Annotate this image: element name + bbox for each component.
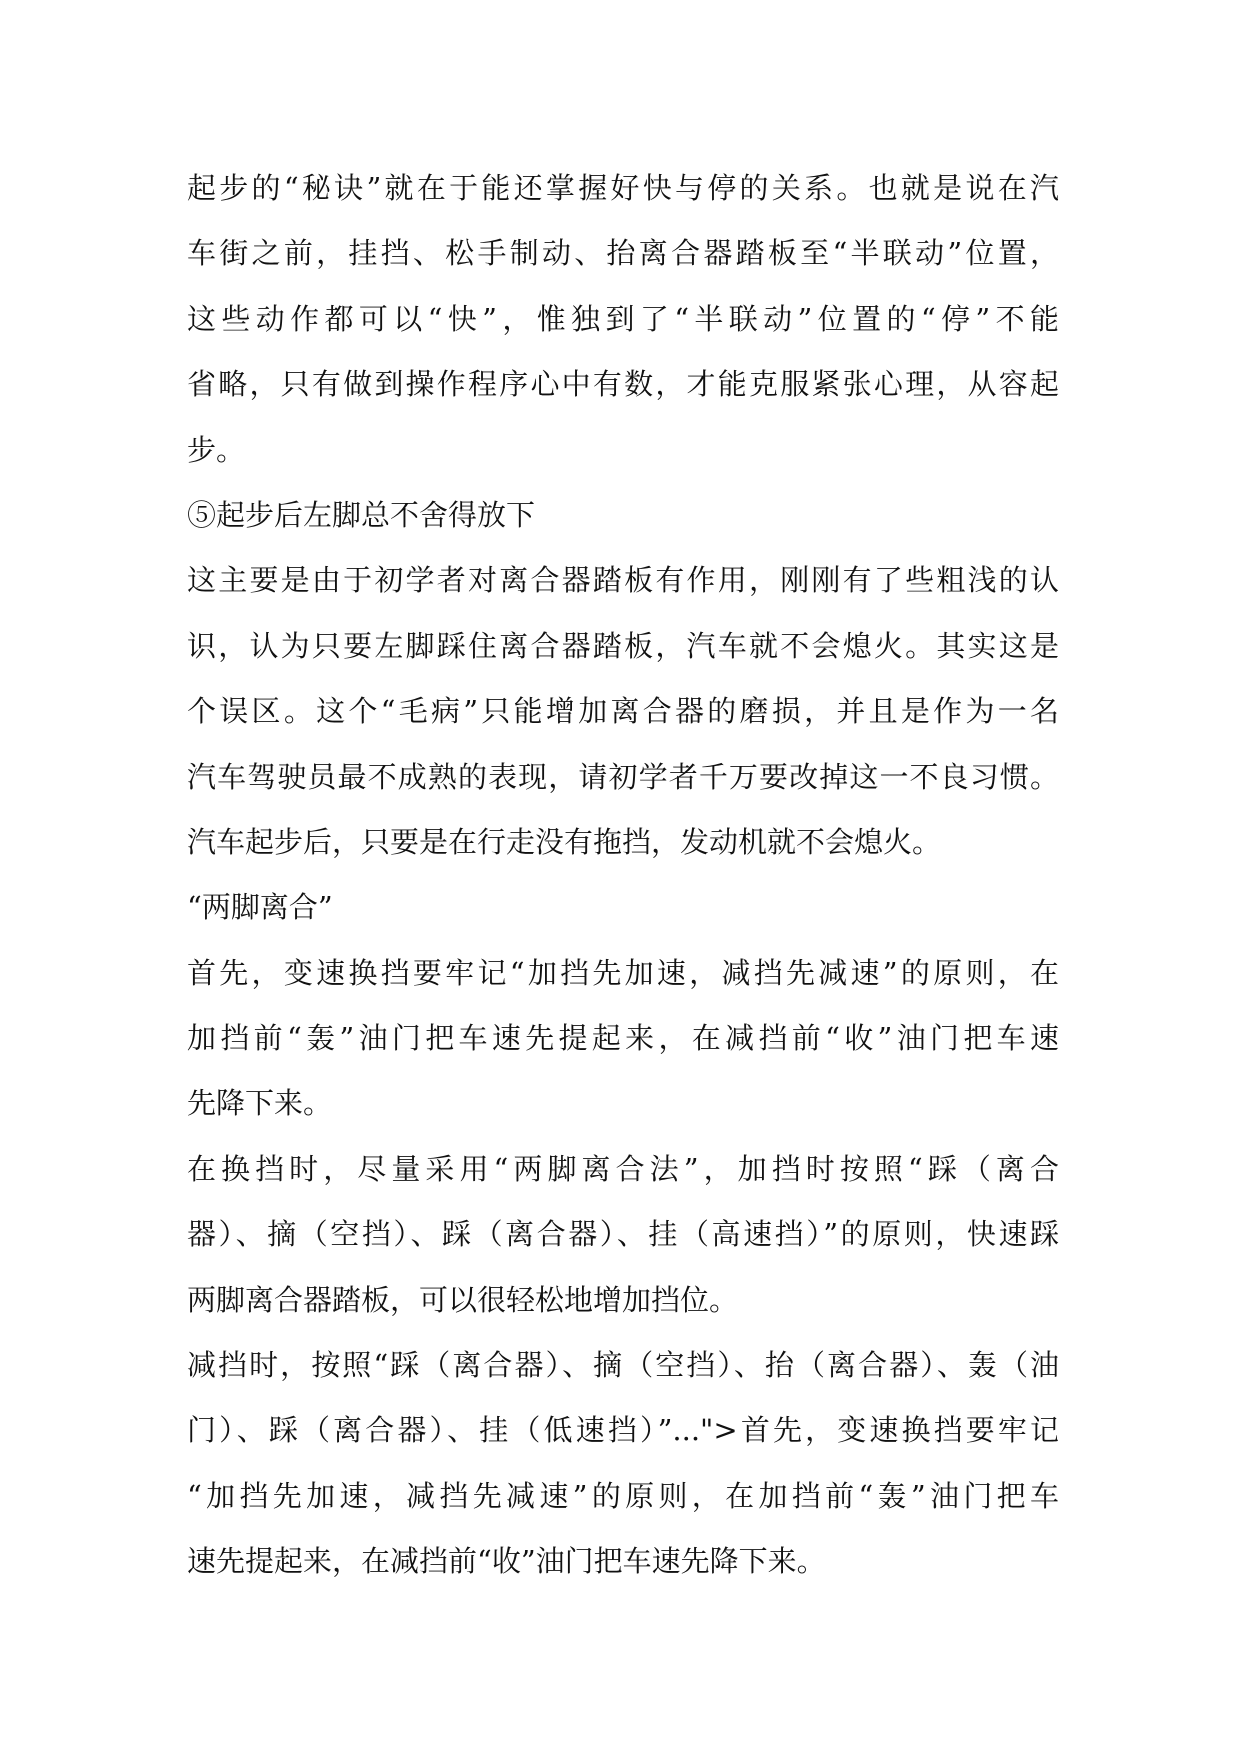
text-line: 个误区。这个“毛病”只能增加离合器的磨损，并且是作为一名 <box>187 694 1059 729</box>
document-body <box>187 156 1059 1595</box>
text-line: 两脚离合器踏板，可以很轻松地增加挡位。 <box>187 1282 739 1317</box>
section-heading: “两脚离合” <box>187 890 333 925</box>
text-line: 步。 <box>187 432 246 467</box>
text-line: 汽车起步后，只要是在行走没有拖挡，发动机就不会熄火。 <box>187 824 942 859</box>
text-line: 速先提起来，在减挡前“收”油门把车速先降下来。 <box>187 1544 826 1579</box>
text-line: 识，认为只要左脚踩住离合器踏板，汽车就不会熄火。其实这是 <box>187 628 1059 663</box>
text-line: 加挡前“轰”油门把车速先提起来，在减挡前“收”油门把车速 <box>187 1021 1059 1056</box>
text-line: 在换挡时，尽量采用“两脚离合法”，加挡时按照“踩（离合 <box>187 1151 1059 1186</box>
text-line: 省略，只有做到操作程序心中有数，才能克服紧张心理，从容起 <box>187 367 1059 402</box>
text-line: 车街之前，挂挡、松手制动、抬离合器踏板至“半联动”位置， <box>187 236 1059 271</box>
text-line: 汽车驾驶员最不成熟的表现，请初学者千万要改掉这一不良习惯。 <box>187 759 1059 794</box>
text-line: 这些动作都可以“快”，惟独到了“半联动”位置的“停”不能 <box>187 301 1059 336</box>
text-line: 减挡时，按照“踩（离合器）、摘（空挡）、抬（离合器）、轰（油 <box>187 1348 1059 1383</box>
text-line: 首先，变速换挡要牢记“加挡先加速，减挡先减速”的原则，在 <box>187 955 1059 990</box>
text-line: 先降下来。 <box>187 1086 333 1121</box>
text-line: 这主要是由于初学者对离合器踏板有作用，刚刚有了些粗浅的认 <box>187 563 1059 598</box>
text-line: “加挡先加速，减挡先减速”的原则，在加挡前“轰”油门把车 <box>187 1478 1059 1513</box>
section-heading: ⑤起步后左脚总不舍得放下 <box>187 497 536 532</box>
text-line: 器）、摘（空挡）、踩（离合器）、挂（高速挡）”的原则，快速踩 <box>187 1217 1059 1252</box>
text-line: 门）、踩（离合器）、挂（低速挡）”...">首先，变速换挡要牢记 <box>187 1413 1059 1448</box>
text-line: 起步的“秘诀”就在于能还掌握好快与停的关系。也就是说在汽 <box>187 171 1059 205</box>
